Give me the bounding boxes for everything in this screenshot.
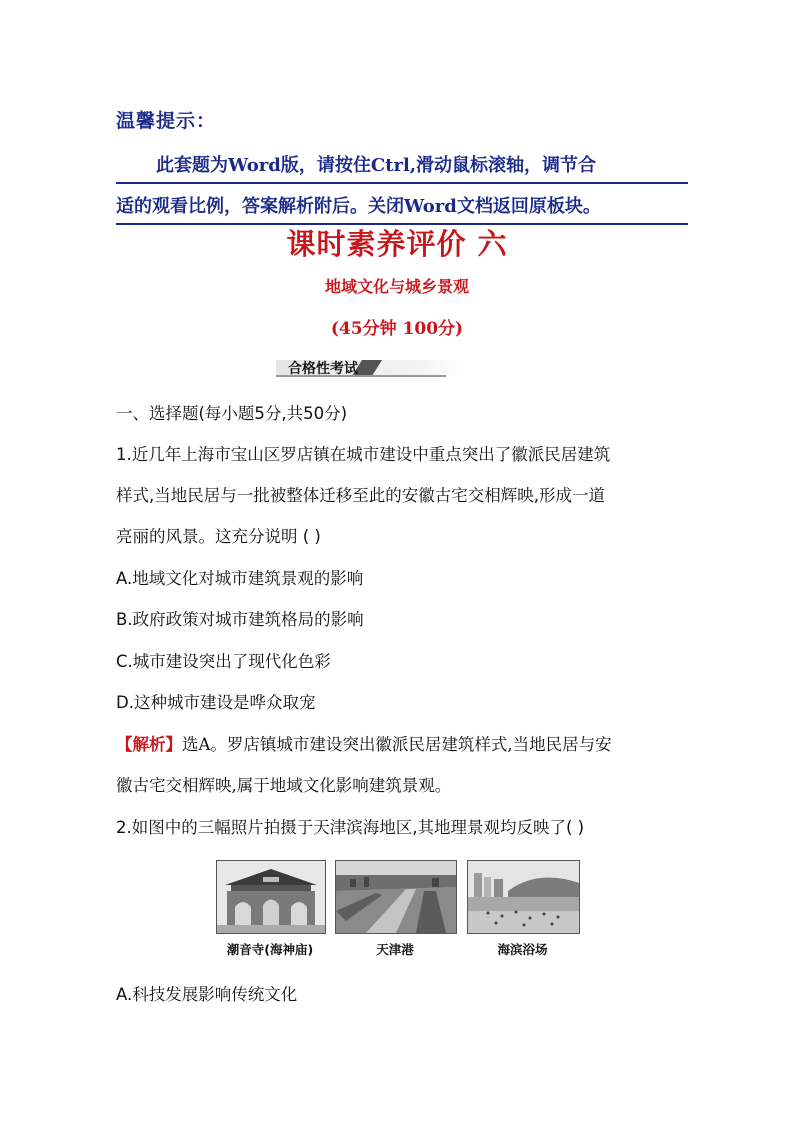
q1-analysis-line-1 [116,731,612,755]
caption-beach: 海滨浴场 [497,942,548,957]
analysis-text-1: 选A。罗店镇城市建设突出徽派民居建筑样式,当地民居与安 [182,735,612,754]
tip-body [116,146,688,228]
photo-temple [216,860,326,934]
page-title: 课时素养评价 六 [286,227,508,261]
q2-option-a: A.科技发展影响传统文化 [116,985,298,1004]
caption-temple: 潮音寺(海神庙) [226,942,314,957]
q1-analysis-line-2: 徽古宅交相辉映,属于地域文化影响建筑景观。 [116,776,452,795]
section-heading: 一、选择题(每小题5分,共50分) [116,404,348,423]
q1-option-d: D.这种城市建设是哗众取宠 [116,693,316,712]
time-score-line: (45分钟 100分) [330,319,464,339]
temple-image [217,861,325,933]
photo-port [335,860,457,934]
q1-stem-line-2: 样式,当地民居与一批被整体迁移至此的安徽古宅交相辉映,形成一道 [116,486,605,505]
q1-stem-line-3: 亮丽的风景。这充分说明 ( ) [116,527,321,546]
port-image [336,861,456,933]
tip-line-2: 适的观看比例，答案解析附后。关闭Word文档返回原板块。 [116,187,688,225]
analysis-label: 【解析】 [116,735,182,754]
q1-option-c: C.城市建设突出了现代化色彩 [116,652,331,671]
q1-stem-line-1: 1.近几年上海市宝山区罗店镇在城市建设中重点突出了徽派民居建筑 [116,445,611,464]
q2-stem: 2.如图中的三幅照片拍摄于天津滨海地区,其地理景观均反映了( ) [116,818,585,837]
photo-beach [467,860,580,934]
section-badge [276,358,466,378]
tip-title: 温馨提示： [116,110,217,132]
q1-option-a: A.地域文化对城市建筑景观的影响 [116,569,364,588]
q1-option-b: B.政府政策对城市建筑格局的影响 [116,610,364,629]
beach-image [468,861,579,933]
section-badge-label: 合格性考试 [288,361,358,377]
caption-port: 天津港 [376,942,414,957]
lesson-subtitle: 地域文化与城乡景观 [324,277,469,296]
tip-line-1: 此套题为Word版，请按住Ctrl,滑动鼠标滚轴，调节合 [116,146,688,184]
